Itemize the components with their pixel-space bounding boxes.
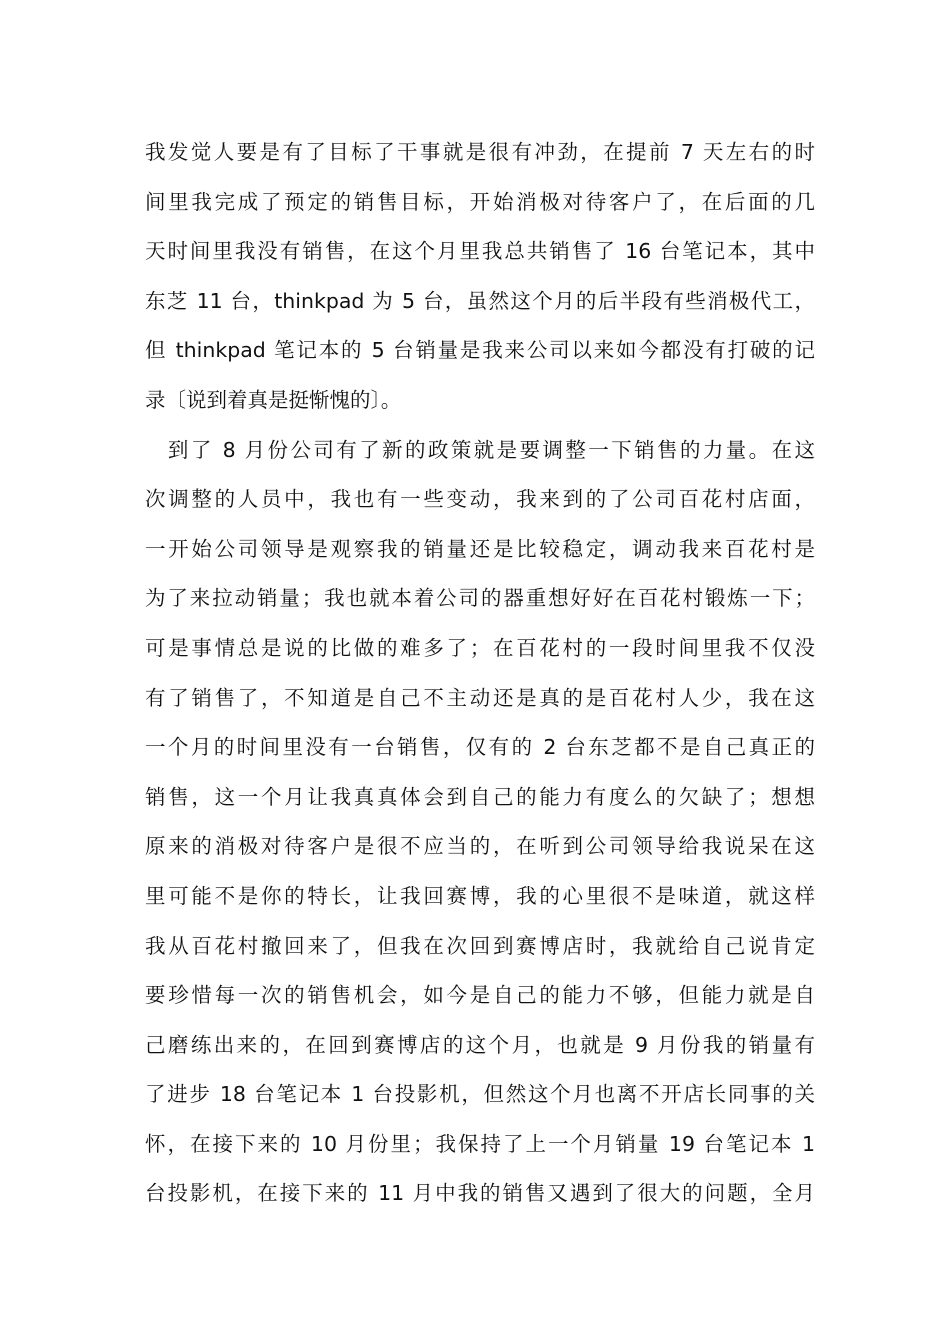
text-line: 东芝 11 台，thinkpad 为 5 台，虽然这个月的后半段有些消极代工，: [145, 288, 815, 313]
text-line: 但 thinkpad 笔记本的 5 台销量是我来公司以来如今都没有打破的记: [145, 338, 815, 363]
text-line: 里可能不是你的特长，让我回赛博，我的心里很不是味道，就这样: [145, 883, 815, 908]
text-line: 为了来拉动销量；我也就本着公司的器重想好好在百花村锻炼一下；: [145, 586, 815, 611]
text-line: 销售，这一个月让我真真体会到自己的能力有度么的欠缺了；想想: [145, 784, 815, 809]
text-line: 要珍惜每一次的销售机会，如今是自己的能力不够，但能力就是自: [145, 983, 815, 1008]
paragraph-1: [145, 128, 815, 426]
text-line: 原来的消极对待客户是很不应当的，在听到公司领导给我说呆在这: [145, 834, 815, 859]
document-body: [145, 128, 815, 1219]
text-line: 一个月的时间里没有一台销售，仅有的 2 台东芝都不是自己真正的: [145, 735, 815, 760]
paragraph-2: [145, 426, 815, 1220]
text-line: 可是事情总是说的比做的难多了；在百花村的一段时间里我不仅没: [145, 635, 815, 660]
text-line: 间里我完成了预定的销售目标，开始消极对待客户了，在后面的几: [145, 189, 815, 214]
text-line: 己磨练出来的，在回到赛博店的这个月，也就是 9 月份我的销量有: [145, 1032, 815, 1057]
text-line: 我从百花村撤回来了，但我在次回到赛博店时，我就给自己说肯定: [145, 933, 815, 958]
text-line: 我发觉人要是有了目标了干事就是很有冲劲，在提前 7 天左右的时: [145, 140, 815, 164]
text-line: 次调整的人员中，我也有一些变动，我来到的了公司百花村店面，: [145, 487, 815, 512]
text-line: 怀，在接下来的 10 月份里；我保持了上一个月销量 19 台笔记本 1: [145, 1131, 815, 1156]
text-line: 到了 8 月份公司有了新的政策就是要调整一下销售的力量。在这: [145, 437, 815, 462]
text-line: 了进步 18 台笔记本 1 台投影机，但然这个月也离不开店长同事的关: [145, 1082, 815, 1107]
text-line: 台投影机，在接下来的 11 月中我的销售又遇到了很大的问题，全月: [145, 1181, 815, 1206]
text-line: 录〔说到着真是挺惭愧的〕。: [145, 387, 402, 412]
text-line: 天时间里我没有销售，在这个月里我总共销售了 16 台笔记本，其中: [145, 239, 815, 264]
text-line: 一开始公司领导是观察我的销量还是比较稳定，调动我来百花村是: [145, 536, 815, 561]
text-line: 有了销售了，不知道是自己不主动还是真的是百花村人少，我在这: [145, 685, 815, 710]
